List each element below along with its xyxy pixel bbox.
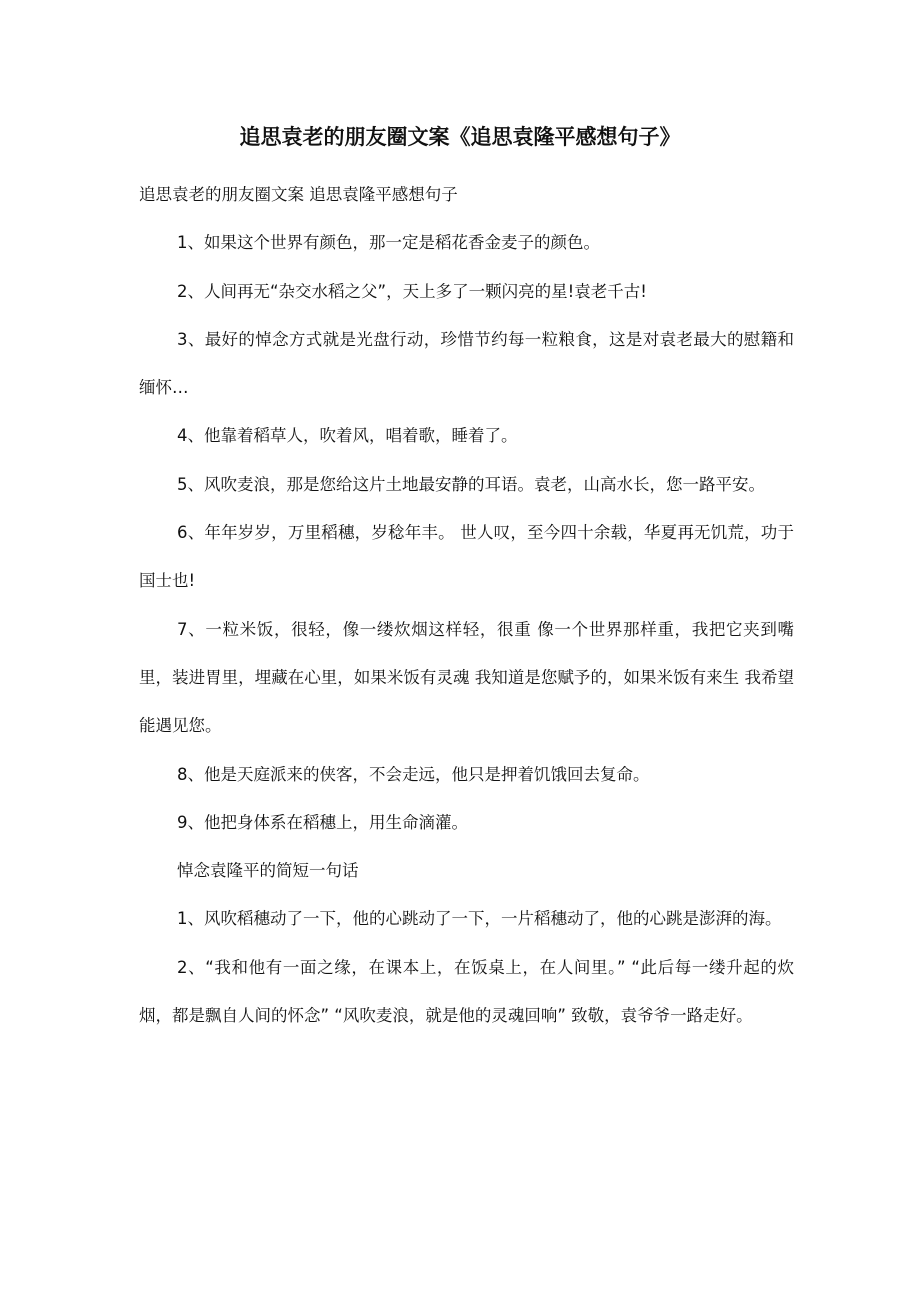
list-item-paragraph: 7、一粒米饭，很轻，像一缕炊烟这样轻，很重 像一个世界那样重，我把它夹到嘴里，装进胃里，埋藏在心里，如果米饭有灵魂 我知道是您赋予的，如果米饭有来生 我希望能遇见您。: [139, 619, 794, 736]
list-item-paragraph: 4、他靠着稻草人，吹着风，唱着歌，睡着了。: [177, 426, 518, 446]
list-item-paragraph: 1、如果这个世界有颜色，那一定是稻花香金麦子的颜色。: [177, 233, 600, 253]
subtitle-paragraph: 追思袁老的朋友圈文案 追思袁隆平感想句子: [139, 185, 458, 204]
list-item-paragraph: 2、人间再无“杂交水稻之父”，天上多了一颗闪亮的星!袁老千古!: [177, 281, 647, 301]
list-item-paragraph: 8、他是天庭派来的侠客，不会走远，他只是押着饥饿回去复命。: [177, 764, 650, 784]
list-item-paragraph: 6、年年岁岁，万里稻穗，岁稔年丰。 世人叹，至今四十余载，华夏再无饥荒，功于国士也!: [139, 523, 794, 591]
list-item-paragraph: 3、最好的悼念方式就是光盘行动，珍惜节约每一粒粮食，这是对袁老最大的慰籍和缅怀…: [139, 329, 794, 398]
document-body: [139, 171, 794, 1040]
section-heading: 悼念袁隆平的简短一句话: [177, 861, 359, 881]
list-item-paragraph: 1、风吹稻穗动了一下，他的心跳动了一下，一片稻穗动了，他的心跳是澎湃的海。: [177, 909, 782, 929]
list-item-paragraph: 2、“我和他有一面之缘，在课本上，在饭桌上，在人间里。” “此后每一缕升起的炊烟，都是飘自人间的怀念” “风吹麦浪，就是他的灵魂回响” 致敬，袁爷爷一路走好。: [139, 957, 794, 1026]
list-item-paragraph: 5、风吹麦浪，那是您给这片土地最安静的耳语。袁老，山高水长，您一路平安。: [177, 474, 765, 494]
list-item-paragraph: 9、他把身体系在稻穗上，用生命滴灌。: [177, 812, 468, 832]
document-title: 追思袁老的朋友圈文案《追思袁隆平感想句子》: [239, 125, 681, 149]
